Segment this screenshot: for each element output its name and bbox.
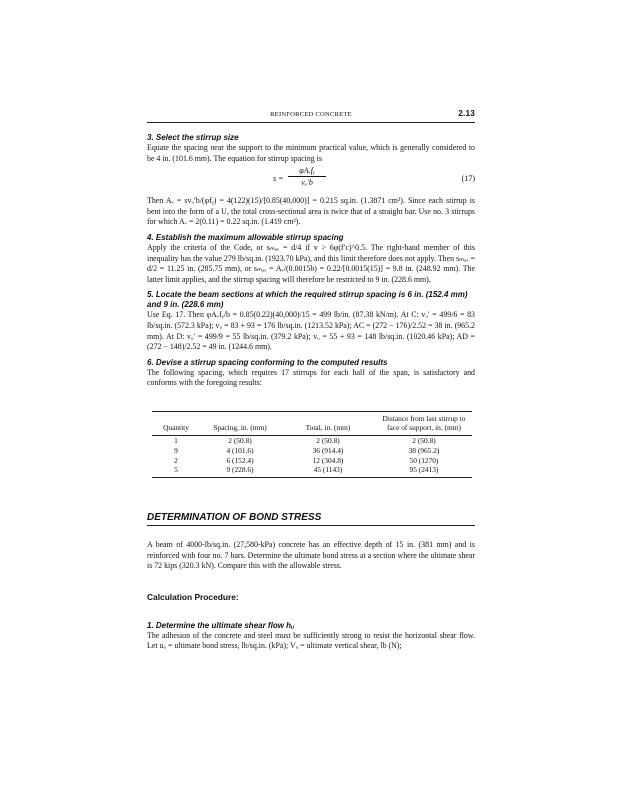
table-header-spacing: Spacing, in. (mm)	[200, 411, 280, 435]
stirrup-spacing-table	[152, 411, 472, 478]
equation-fraction	[288, 166, 326, 187]
step-5-body: Use Eq. 17. Then φAᵥfᵧ/b = 0.85(0.22)(40,000)/15 = 499 lb/in. (87.38 kN/m). At C: vᵤ′ = 499/6 = 83 lb/sq.in. (572.3 kPa); vᵤ = 83 + 93 = 176 lb/sq.in. (1213.52 kPa); AC = (272 − 176)/2.52 = 38 in. (965.2 mm). At D: vᵤ′ = 499/9 = 55 lb/sq.in. (379.2 kPa); vᵤ = 55 + 93 = 148 lb/sq.in. (1020.46 kPa); AD = (272 − 148)/2.52 = 49 in. (1244.6 mm).	[147, 310, 475, 352]
table-header-row	[152, 411, 472, 435]
equation-denominator: vᵤ′b	[301, 178, 313, 188]
table-row	[152, 446, 472, 456]
running-head	[147, 110, 475, 122]
calculation-procedure-heading: Calculation Procedure:	[147, 591, 239, 602]
table-cell: 5	[152, 465, 200, 477]
step-3-heading: 3. Select the stirrup size	[147, 133, 239, 142]
header-rule	[147, 122, 475, 123]
table-cell: 9	[174, 445, 178, 455]
bond-stress-problem: A beam of 4000-lb/sq.in. (27,580-kPa) concrete has an effective depth of 15 in. (381 mm) and is reinforced with four no. 7 bars. Determine the ultimate bond stress at a section where the ultimate shear is 72 kips (320.3 kN). Compare this with the allowable stress.	[147, 540, 475, 571]
bond-step-1-body: The adhesion of the concrete and steel must be sufficiently strong to resist the horizontal shear flow. Let uᵤ = ultimate bond stress, lb/sq.in. (kPa); Vᵤ = ultimate vertical shear, lb (N);	[147, 630, 475, 651]
step-4-heading: 4. Establish the maximum allowable stirrup spacing	[147, 232, 344, 242]
table-cell: 2	[174, 455, 178, 465]
table-cell: 6 (152.4)	[226, 455, 254, 465]
table-cell: 2 (50.8)	[228, 435, 252, 445]
bond-step-1-heading: 1. Determine the ultimate shear flow hᵤ	[147, 620, 295, 630]
step-3-body: Then Aᵥ = svᵤ′b/(φfᵧ) = 4(122)(15)/[0.85(40,000)] = 0.215 sq.in. (1.3871 cm²). Since each stirrup is bent into the form of a U, the total cross-sectional area is twice that of a straight bar. Use no. 3 stirrups for which Aᵥ = 2(0.11) = 0.22 sq.in. (1.419 cm²).	[147, 196, 475, 227]
equation-17	[147, 166, 475, 192]
step-4-body: Apply the criteria of the Code, or sₘₐₓ = d/4 if v > 6φ(f′c)^0.5. The right-hand member of this inequality has the value 279 lb/sq.in. (1923.70 kPa), and this limit therefore does not apply. Then sₘₐₓ = d/2 = 11.25 in. (285.75 mm), or sₘₐₓ = Aᵥ/(0.0015b) = 0.22/[0.0015(15)] = 9.8 in. (248.92 mm). The latter limit applies, and the stirrup spacing will therefore be restricted to 9 in. (228.6 mm).	[147, 242, 475, 284]
step-6	[147, 358, 475, 389]
table-cell: 45 (1143)	[280, 465, 376, 477]
step-6-heading: 6. Devise a stirrup spacing conforming to the computed results	[147, 357, 388, 367]
table-cell: 50 (1270)	[409, 455, 439, 465]
table-cell: 2 (50.8)	[412, 435, 436, 445]
table-header-total: Total, in. (mm)	[280, 411, 376, 435]
table-header-quantity: Quantity	[152, 411, 200, 435]
equation-lhs: s =	[273, 174, 284, 184]
table-cell: 9 (228.6)	[200, 465, 280, 477]
bond-step-1	[147, 621, 475, 652]
step-5-heading: 5. Locate the beam sections at which the required stirrup spacing is 6 in. (152.4 mm) and 9 in. (228.6 mm)	[147, 290, 468, 310]
table-row	[152, 435, 472, 445]
step-4	[147, 233, 475, 285]
table-header-distance: Distance from last stirrup to face of support, in. (mm)	[376, 411, 472, 435]
table-cell: 95 (2413)	[376, 465, 472, 477]
table-row	[152, 456, 472, 466]
table-cell: 12 (304.8)	[312, 455, 344, 465]
table-cell: 36 (914.4)	[312, 445, 344, 455]
running-head-title: REINFORCED CONCRETE	[270, 111, 352, 118]
page-number: 2.13	[458, 109, 475, 118]
equation-numerator: φAᵥfᵧ	[288, 166, 326, 177]
table-cell: 2 (50.8)	[316, 435, 340, 445]
step-3-intro: Equate the spacing near the support to the minimum practical value, which is generally considered to be 4 in. (101.6 mm). The equation for stirrup spacing is	[147, 143, 475, 163]
bond-stress-section-title: DETERMINATION OF BOND STRESS	[147, 512, 475, 526]
table-cell: 1	[174, 435, 178, 445]
step-3	[147, 133, 475, 228]
table-row	[152, 465, 472, 477]
equation-number: (17)	[461, 174, 475, 184]
step-5	[147, 290, 475, 352]
table-cell: 4 (101.6)	[226, 445, 254, 455]
table-cell: 38 (965.2)	[408, 445, 440, 455]
document-page	[147, 110, 475, 652]
step-6-body: The following spacing, which requires 17 stirrups for each half of the span, is satisfactory and conforms with the foregoing results:	[147, 367, 475, 388]
